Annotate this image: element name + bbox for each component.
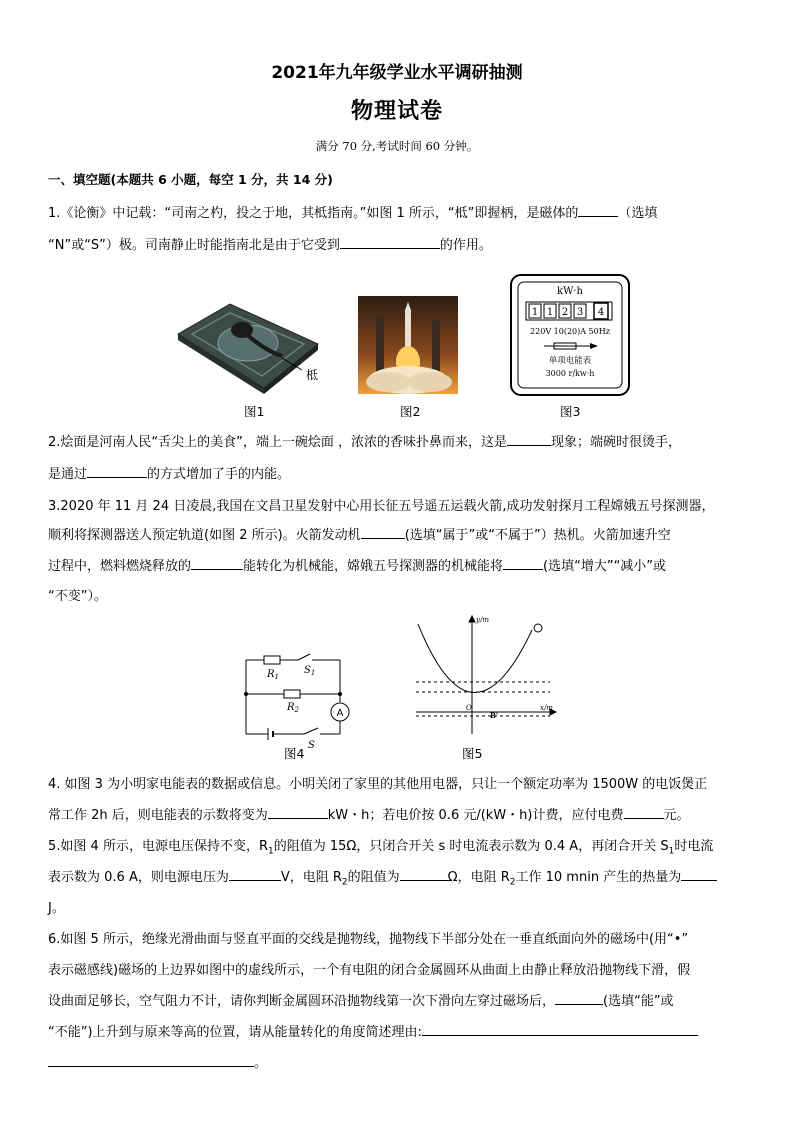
figure-5-parabola (412, 612, 562, 736)
figure-4-circuit (236, 650, 352, 751)
fig3-caption: 图3 (560, 404, 581, 419)
q1-line1: 1.《论衡》中记载：“司南之杓，投之于地，其柢指南。”如图 1 所示，“柢”即握柄，是磁体的 （选填 (48, 206, 658, 221)
q3-line3: 过程中，燃料燃烧释放的 能转化为机械能，嫦娥五号探测器的机械能将 (选填“增大”“减小”或 (48, 559, 667, 574)
meter-unit: kW·h (557, 286, 583, 297)
q2-blank2[interactable] (87, 465, 147, 478)
q6-line1: 6.如图 5 所示，绝缘光滑曲面与竖直平面的交线是抛物线，抛物线下半部分处在一垂直纸面向外的磁场中(用“•” (48, 932, 689, 947)
label-r2-sub: 2 (294, 706, 299, 714)
meter-rate: 3000 r/kw·h (545, 369, 595, 378)
figure-1-compass (172, 296, 322, 396)
fig1-caption: 图1 (244, 404, 265, 419)
label-s1-sub: 1 (310, 669, 316, 677)
svg-text:S1 (304, 665, 315, 677)
meter-digit: 1 (531, 307, 539, 318)
q3-blank3[interactable] (503, 557, 543, 570)
meter-spec: 220V 10(20)A 50Hz (530, 327, 610, 336)
axis-x-label: x/m (540, 704, 553, 712)
q1-blank2[interactable] (340, 236, 440, 249)
fig1-label: 柢 (306, 368, 319, 382)
q4-blank1[interactable] (268, 806, 328, 819)
fig5-caption: 图5 (462, 746, 483, 761)
fig2-caption: 图2 (400, 404, 421, 419)
q5-blank2[interactable] (400, 868, 448, 881)
q4-line1: 4. 如图 3 为小明家电能表的数据或信息。小明关闭了家里的其他用电器，只让一个额定功率为 1500W 的电饭煲正 (48, 777, 708, 792)
q6-line5: 。 (48, 1052, 267, 1071)
label-r1: R (267, 669, 275, 680)
svg-text:R2 (286, 702, 300, 714)
label-s1: S (304, 665, 311, 676)
origin-label: O (466, 704, 472, 712)
exam-note: 满分 70 分,考试时间 60 分钟。 (315, 139, 479, 153)
section-heading: 一、填空题(本题共 6 小题，每空 1 分，共 14 分) (48, 172, 333, 187)
axis-y-label: y/m (476, 616, 489, 624)
q2-line2: 是通过 的方式增加了手的内能。 (48, 467, 291, 482)
q3-line2: 顺利将探测器送人预定轨道(如图 2 所示)。火箭发动机 (选填“属于”或“不属于”）热机。火箭加速升空 (48, 528, 671, 543)
fig4-caption: 图4 (284, 746, 305, 761)
label-r1-sub: 1 (274, 673, 279, 681)
meter-digit: 2 (561, 307, 569, 318)
q6-blank1[interactable] (555, 992, 603, 1005)
q5-line3: J。 (48, 901, 65, 916)
q5-line2: 表示数为 0.6 A，则电源电压为 V，电阻 $R_2$的阻值为 Ω，电阻 $R_2$工作 10 mnin 产生的热量为 (48, 866, 717, 888)
q5-blank1[interactable] (229, 868, 281, 881)
q2-line1: 2.烩面是河南人民“舌尖上的美食”，端上一碗烩面 ，浓浓的香味扑鼻而来，这是 现象；端碗时很烫手， (48, 435, 682, 450)
q5-line1: 5.如图 4 所示，电源电压保持不变，$R_1$的阻值为 15Ω，只闭合开关 s 时电流表示数为 0.4 A，再闭合开关 $S_1$时电流 (48, 839, 714, 857)
q3-blank2[interactable] (191, 557, 243, 570)
meter-digit: 3 (576, 307, 584, 318)
q3-blank1[interactable] (361, 526, 405, 539)
q4-blank2[interactable] (624, 806, 664, 819)
q1-line2: “N”或“S”）极。司南静止时能指南北是由于它受到 的作用。 (48, 238, 492, 253)
q6-blank2[interactable] (422, 1023, 698, 1036)
q6-blank3[interactable] (48, 1054, 254, 1067)
q6-line3: 设曲面足够长，空气阻力不计，请你判断金属圆环沿抛物线第一次下滑向左穿过磁场后， (选填“能”或 (48, 994, 674, 1009)
ammeter-symbol: A (336, 708, 344, 719)
exam-title: 2021年九年级学业水平调研抽测 (271, 63, 523, 83)
exam-subtitle: 物理试卷 (350, 99, 443, 124)
label-s: S (308, 740, 315, 751)
q5-blank3[interactable] (681, 868, 717, 881)
q4-line2: 常工作 2h 后，则电能表的示数将变为 kW・h；若电价按 0.6 元/(kW・h)计费，应付电费 元。 (48, 808, 690, 823)
figure-2-rocket-launch (358, 296, 458, 394)
q3-line4: “不变”）。 (48, 589, 107, 604)
q1-blank1[interactable] (578, 204, 618, 217)
point-b-label: B' (490, 711, 499, 720)
meter-name: 单项电能表 (548, 356, 592, 366)
q6-line4: “不能”)上升到与原来等高的位置，请从能量转化的角度简述理由: (48, 1021, 698, 1040)
q3-line1: 3.2020 年 11 月 24 日凌晨,我国在文昌卫星发射中心用长征五号遥五运载火箭,成功发射探月工程嫦娥五号探测器， (48, 499, 715, 514)
label-r2: R (287, 702, 295, 713)
meter-digit: 4 (597, 307, 605, 318)
meter-digit: 1 (546, 307, 554, 318)
figure-3-electric-meter (510, 274, 630, 396)
q6-line2: 表示磁感线)磁场的上边界如图中的虚线所示，一个有电阻的闭合金属圆环从曲面上由静止释放沿抛物线下滑，假 (48, 963, 691, 978)
q2-blank1[interactable] (507, 433, 551, 446)
svg-text:R1 (266, 669, 279, 681)
